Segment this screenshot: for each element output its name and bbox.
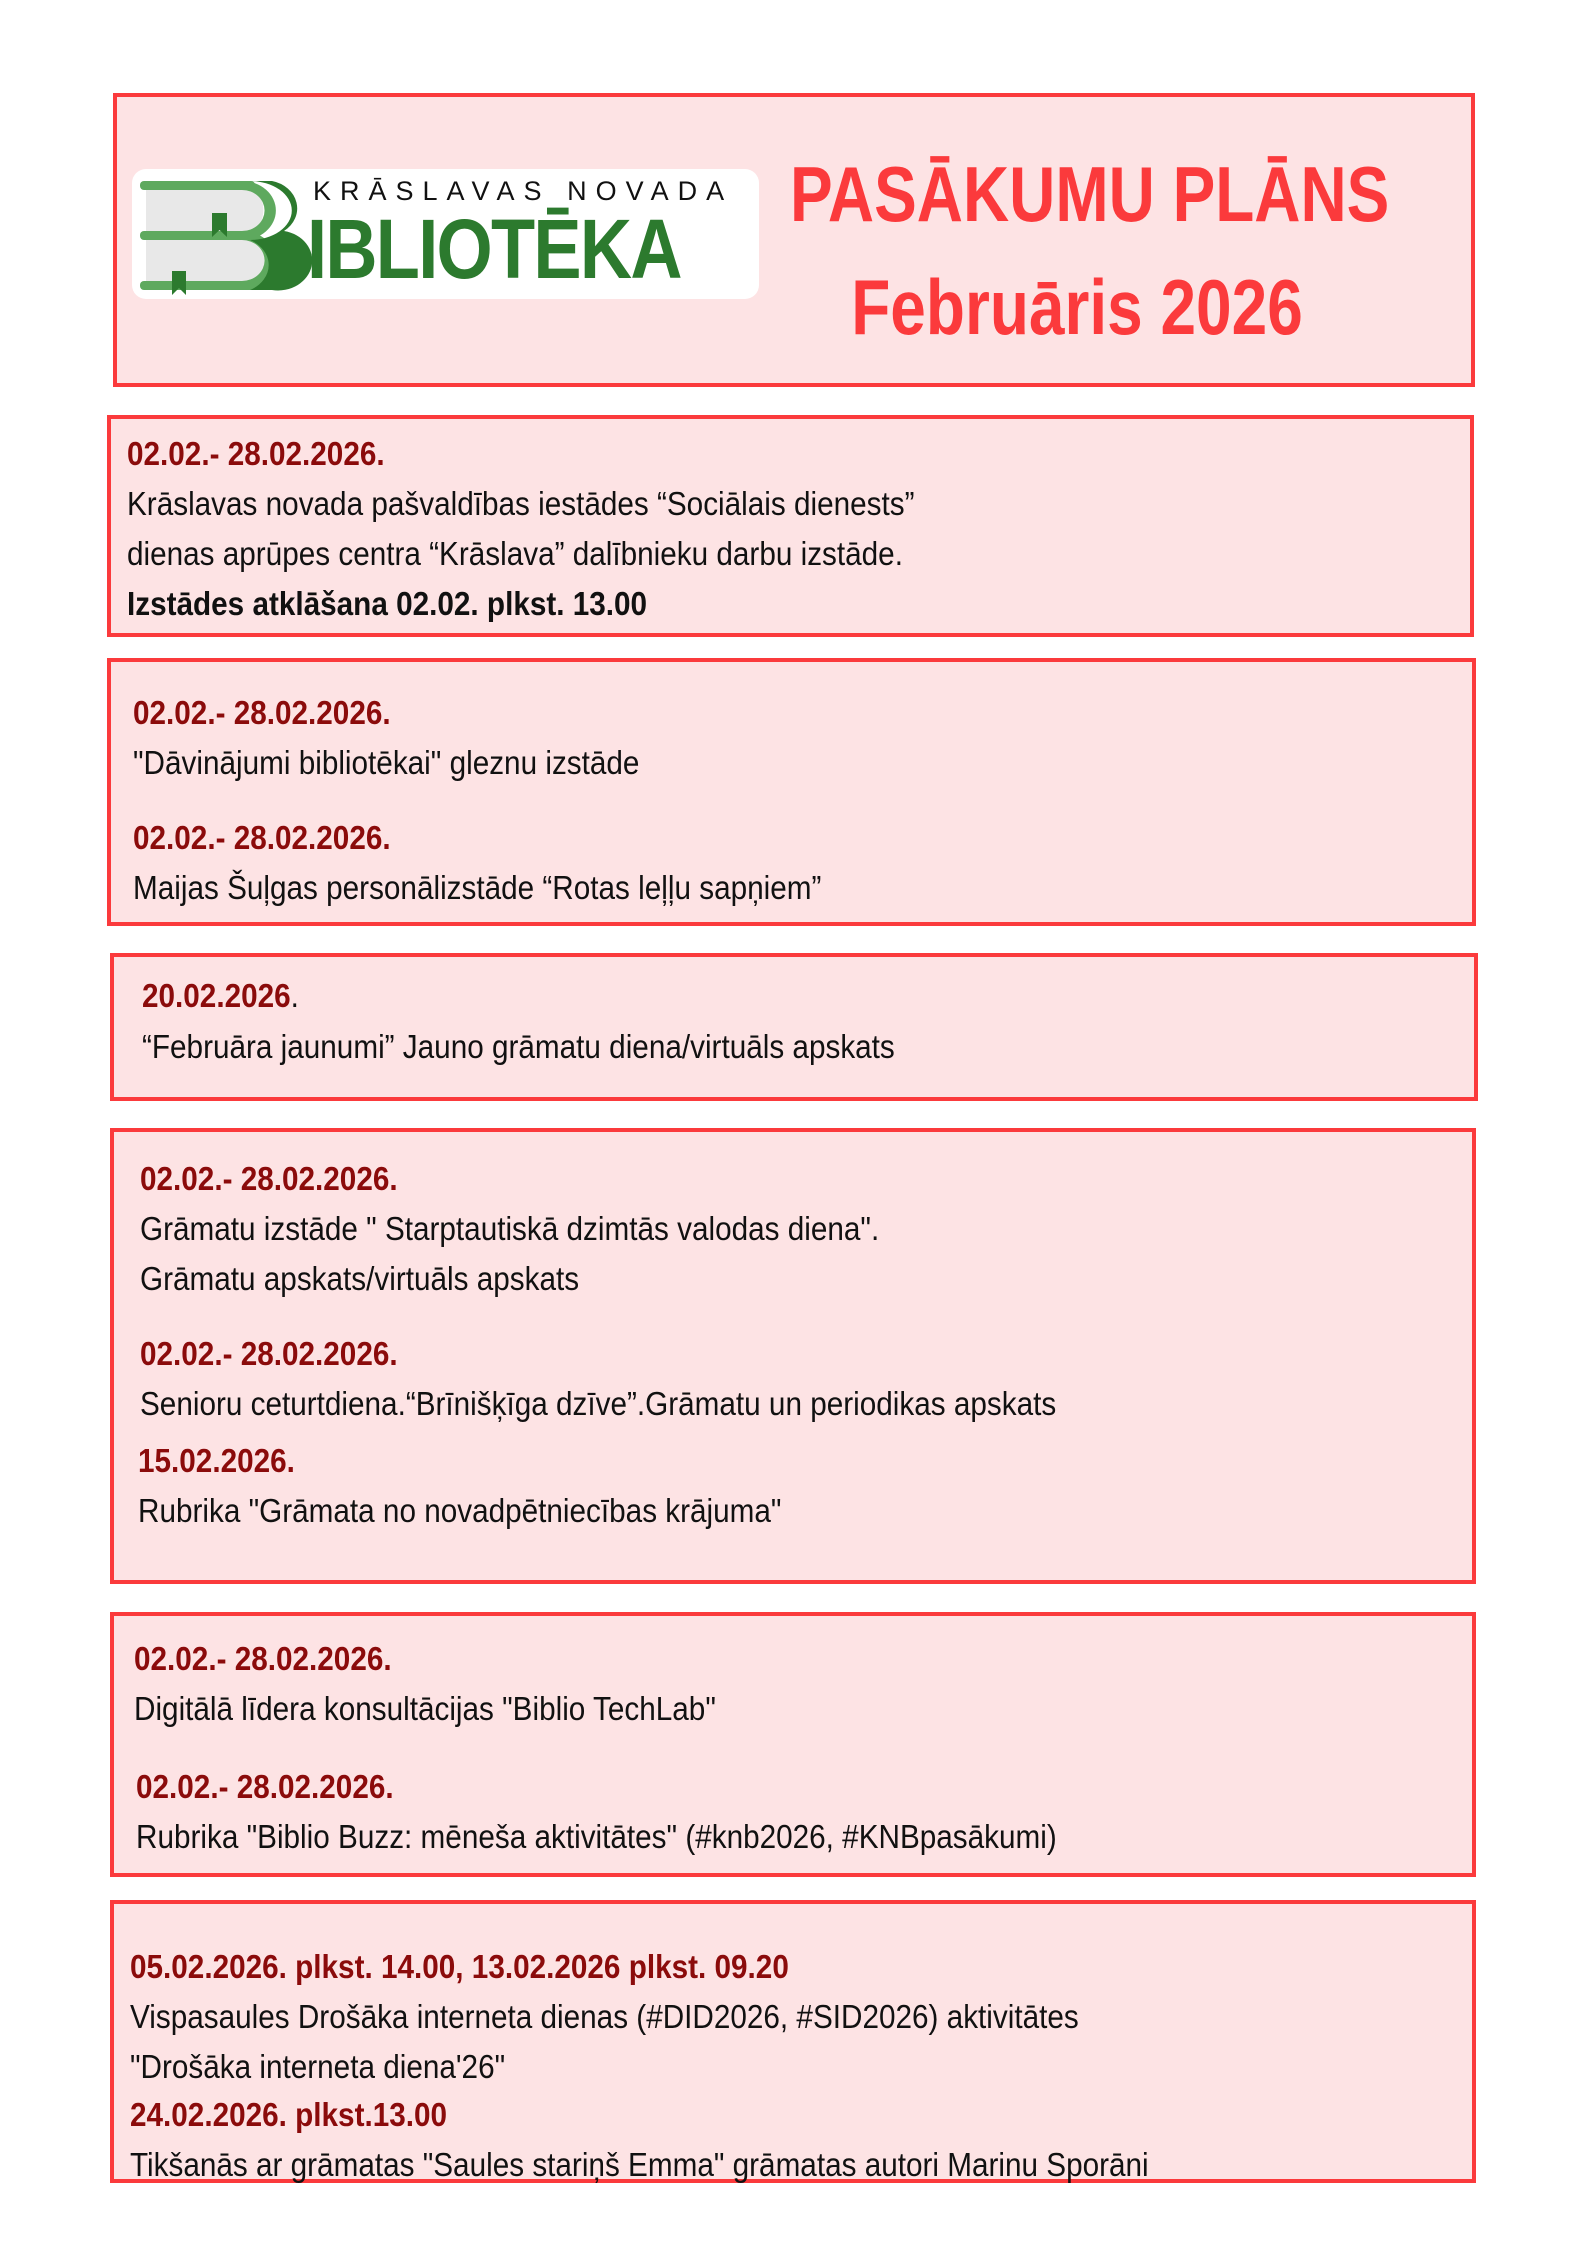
event-date: 02.02.- 28.02.2026.	[140, 1335, 398, 1372]
event-block-6	[110, 1900, 1476, 2183]
event-description: Tikšanās ar grāmatas "Saules stariņš Emma" grāmatas autori Marinu Sporāni	[130, 2146, 1149, 2183]
event-block-4	[110, 1128, 1476, 1584]
event-description: dienas aprūpes centra “Krāslava” dalībnieku darbu izstāde.	[127, 535, 903, 572]
event-date	[142, 979, 299, 1012]
event-description: Senioru ceturtdiena.“Brīnišķīga dzīve”.Grāmatu un periodikas apskats	[140, 1385, 1057, 1422]
event-date: 02.02.- 28.02.2026.	[140, 1160, 398, 1197]
event-block-5	[110, 1612, 1476, 1877]
page-title: PASĀKUMU PLĀNS	[790, 150, 1390, 238]
event-date: 02.02.- 28.02.2026.	[134, 1640, 392, 1677]
event-block-3	[110, 953, 1478, 1101]
event-block-2	[107, 658, 1476, 926]
logo-title: IBLIOTĒKA	[307, 202, 681, 296]
event-date: 02.02.- 28.02.2026.	[133, 694, 391, 731]
event-block-1	[107, 415, 1474, 637]
event-date-text: 20.02.2026	[142, 977, 291, 1014]
event-description: "Dāvinājumi bibliotēkai" gleznu izstāde	[133, 744, 640, 781]
event-description: Rubrika "Biblio Buzz: mēneša aktivitātes" (#knb2026, #KNBpasākumi)	[136, 1818, 1057, 1855]
page-subtitle: Februāris 2026	[851, 263, 1303, 351]
event-date: 15.02.2026.	[138, 1442, 295, 1479]
date-period: .	[290, 977, 299, 1014]
event-date: 05.02.2026. plkst. 14.00, 13.02.2026 plkst. 09.20	[130, 1948, 789, 1985]
event-description: Vispasaules Drošāka interneta dienas (#DID2026, #SID2026) aktivitātes	[130, 1998, 1079, 2035]
event-date: 02.02.- 28.02.2026.	[133, 819, 391, 856]
event-description: "Drošāka interneta diena'26"	[130, 2048, 506, 2085]
library-logo	[132, 169, 759, 299]
event-description: Rubrika "Grāmata no novadpētniecības krājuma"	[138, 1492, 782, 1529]
event-date: 24.02.2026. plkst.13.00	[130, 2096, 448, 2133]
event-description: Grāmatu izstāde " Starptautiskā dzimtās valodas diena".	[140, 1210, 880, 1247]
logo-subtitle: KRĀSLAVAS NOVADA	[313, 176, 734, 206]
event-date: 02.02.- 28.02.2026.	[136, 1768, 394, 1805]
event-date: 02.02.- 28.02.2026.	[127, 435, 385, 472]
event-description: Maijas Šuļgas personālizstāde “Rotas leļļu sapņiem”	[133, 869, 822, 906]
event-description: Digitālā līdera konsultācijas "Biblio TechLab"	[134, 1690, 716, 1727]
event-opening-time: Izstādes atklāšana 02.02. plkst. 13.00	[127, 585, 648, 622]
event-description: “Februāra jaunumi” Jauno grāmatu diena/virtuāls apskats	[142, 1028, 895, 1065]
event-description: Grāmatu apskats/virtuāls apskats	[140, 1260, 580, 1297]
header-banner	[113, 93, 1475, 387]
books-icon	[132, 169, 332, 299]
event-description: Krāslavas novada pašvaldības iestādes “Sociālais dienests”	[127, 485, 915, 522]
